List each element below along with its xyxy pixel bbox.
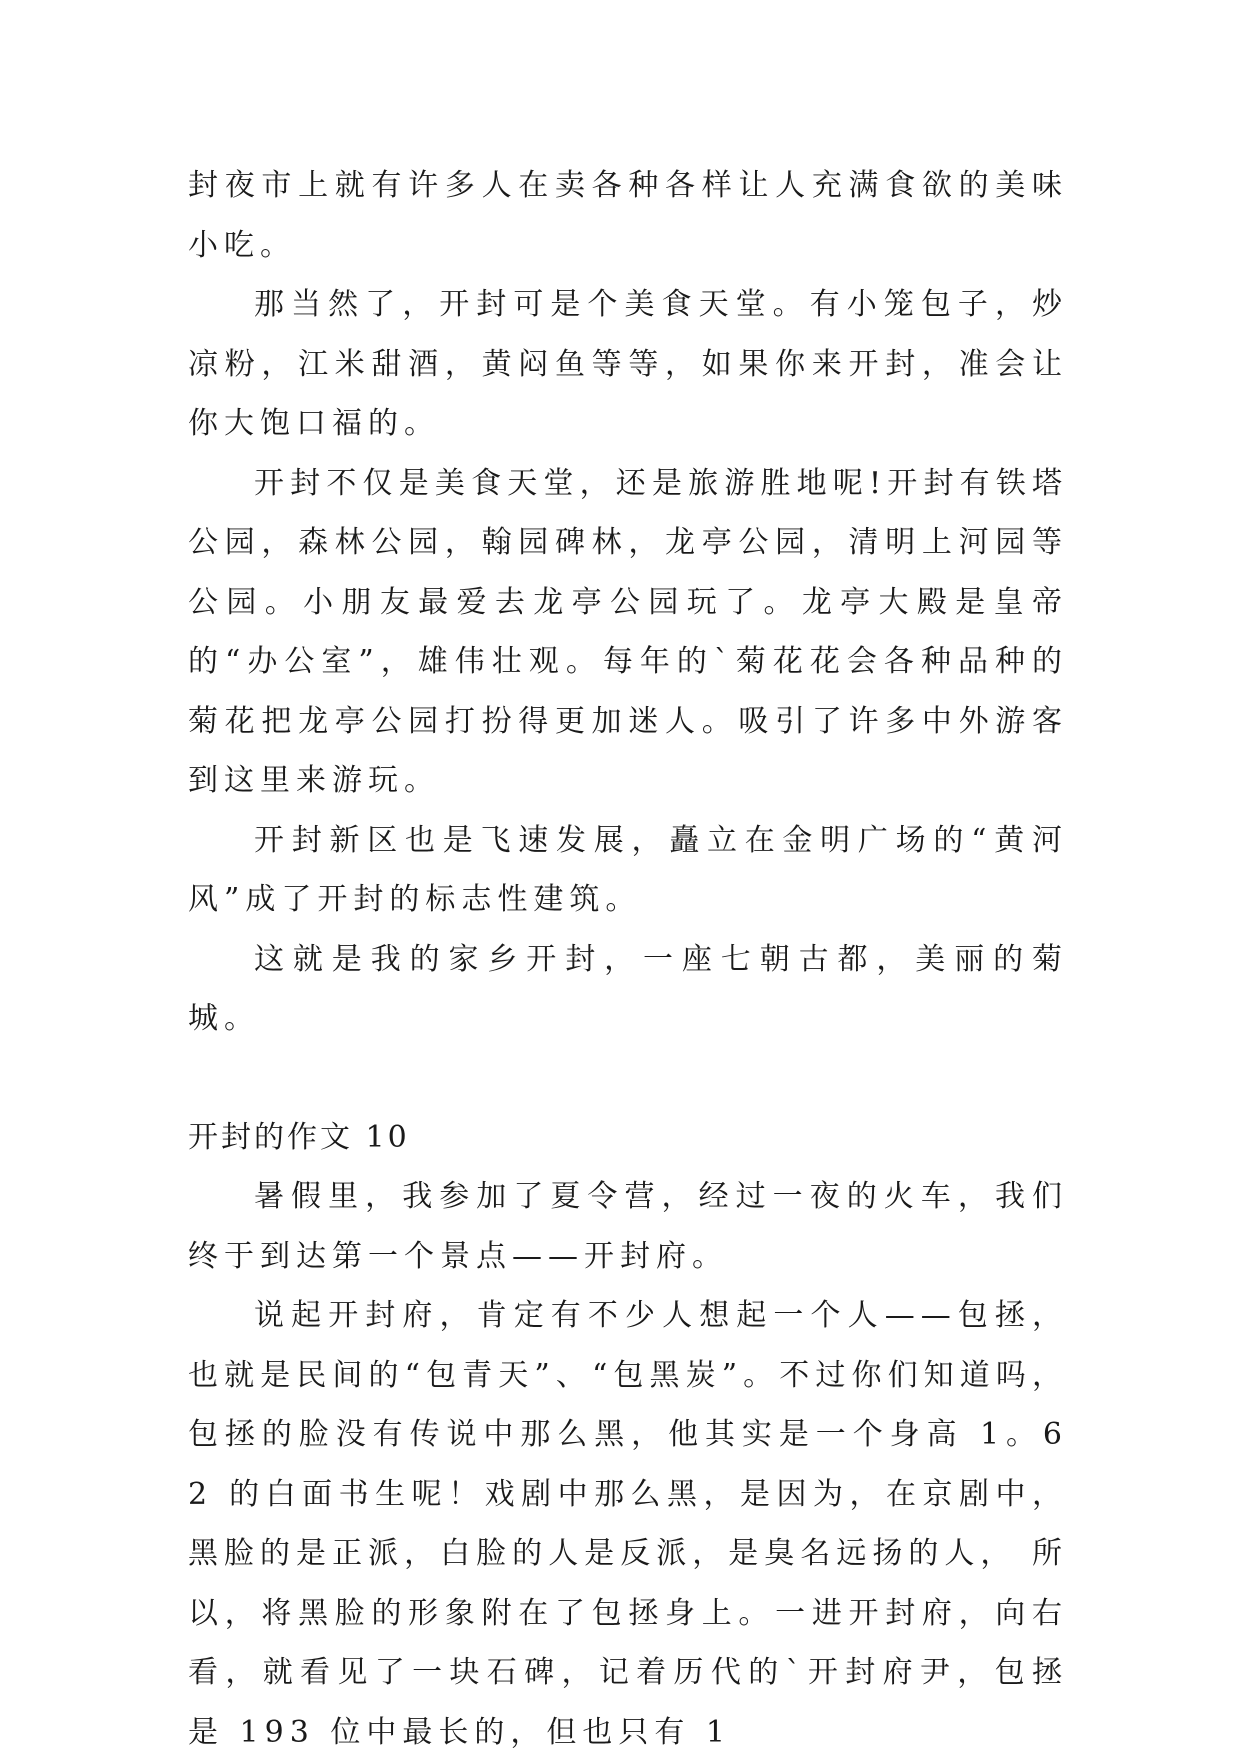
paragraph-kaifeng-fu: 说起开封府，肯定有不少人想起一个人——包拯，也就是民间的“包青天”、“包黑炭”。不过你们知道吗，包拯的脸没有传说中那么黑，他其实是一个身高 1。62 的白面书生呢！戏剧中那么黑，是因为，在京剧中，黑脸的是正派，白脸的人是反派，是臭名远扬的人， 所以，将黑脸的形象附在了包拯身上。一进开封府，向右看，就看见了一块石碑，记着历代的`开封府尹，包拯是 193 位中最长的，但也只有 1 (188, 1298, 1068, 1750)
section-spacer (188, 1049, 1068, 1108)
paragraph-continued: 封夜市上就有许多人在卖各种各样让人充满食欲的美味小吃。 (188, 168, 1068, 263)
paragraph-summer-camp: 暑假里，我参加了夏令营，经过一夜的火车，我们终于到达第一个景点——开封府。 (188, 1179, 1068, 1274)
paragraph-conclusion: 这就是我的家乡开封，一座七朝古都，美丽的菊城。 (188, 941, 1068, 1036)
paragraph-food: 那当然了，开封可是个美食天堂。有小笼包子，炒凉粉，江米甜酒，黄闷鱼等等，如果你来开封，准会让你大饱口福的。 (188, 287, 1068, 441)
paragraph-new-district: 开封新区也是飞速发展，矗立在金明广场的“黄河风”成了开封的标志性建筑。 (188, 822, 1068, 917)
paragraph-parks: 开封不仅是美食天堂，还是旅游胜地呢!开封有铁塔公园，森林公园，翰园碑林，龙亭公园，清明上河园等公园。小朋友最爱去龙亭公园玩了。龙亭大殿是皇帝的“办公室”，雄伟壮观。每年的`菊花花会各种品种的菊花把龙亭公园打扮得更加迷人。吸引了许多中外游客到这里来游玩。 (188, 465, 1068, 798)
essay-heading: 开封的作文 10 (188, 1119, 410, 1155)
document-body (188, 156, 1068, 1762)
